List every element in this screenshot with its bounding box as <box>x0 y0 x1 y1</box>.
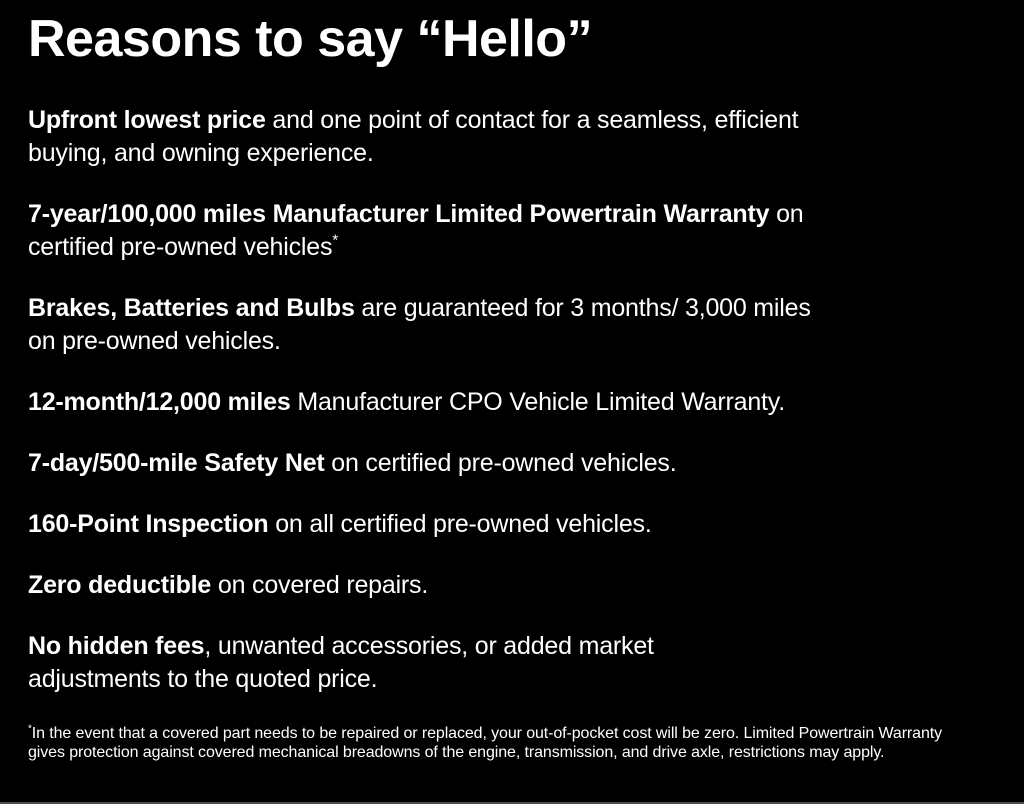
reason-zero-deductible <box>28 569 978 602</box>
reason-rest-text: are guaranteed for 3 months/ 3,000 miles <box>354 294 811 322</box>
reason-upfront-price <box>28 104 978 170</box>
reason-bold-text: 7-day/500-mile Safety Net <box>28 449 325 477</box>
reason-powertrain-warranty <box>28 198 978 264</box>
reason-bold-text: 160-Point Inspection <box>28 510 269 538</box>
disclaimer-footnote <box>28 724 994 762</box>
reason-rest-text: on <box>769 200 804 228</box>
reason-rest-text: , unwanted accessories, or added market <box>204 632 654 660</box>
reason-rest-text: adjustments to the quoted price. <box>28 665 378 693</box>
reason-bold-text: 12-month/12,000 miles <box>28 388 291 416</box>
reason-rest-text: on certified pre-owned vehicles. <box>324 449 677 477</box>
reason-bold-text: Zero deductible <box>28 571 212 599</box>
footnote-text: gives protection against covered mechanical breadowns of the engine, transmission, and drive axle, restrictions may apply. <box>28 744 885 761</box>
reason-inspection <box>28 508 978 541</box>
reason-rest-text: certified pre-owned vehicles <box>28 233 333 261</box>
reason-rest-text: on covered repairs. <box>211 571 429 599</box>
reason-bold-text: No hidden fees <box>28 632 205 660</box>
reason-safety-net <box>28 447 978 480</box>
reason-rest-text: on pre-owned vehicles. <box>28 327 281 355</box>
reason-bold-text: Upfront lowest price <box>28 106 266 134</box>
reason-no-hidden-fees <box>28 630 978 696</box>
reason-rest-text: on all certified pre-owned vehicles. <box>268 510 652 538</box>
reason-bold-text: 7-year/100,000 miles Manufacturer Limited Powertrain Warranty <box>28 200 770 228</box>
reason-bold-text: Brakes, Batteries and Bulbs <box>28 294 355 322</box>
reason-rest-text: Manufacturer CPO Vehicle Limited Warranty. <box>290 388 785 416</box>
footnote-text: In the event that a covered part needs to be repaired or replaced, your out-of-pocket cost will be zero. Limited Powertrain Warranty <box>31 725 943 742</box>
page-title: Reasons to say “Hello” <box>28 10 593 68</box>
reason-brakes-batteries-bulbs <box>28 292 978 358</box>
footnote-marker: * <box>332 232 339 250</box>
reason-rest-text: and one point of contact for a seamless, efficient <box>265 106 799 134</box>
reason-rest-text: buying, and owning experience. <box>28 139 374 167</box>
reason-cpo-vehicle-warranty <box>28 386 978 419</box>
footnote-marker: * <box>28 723 32 735</box>
